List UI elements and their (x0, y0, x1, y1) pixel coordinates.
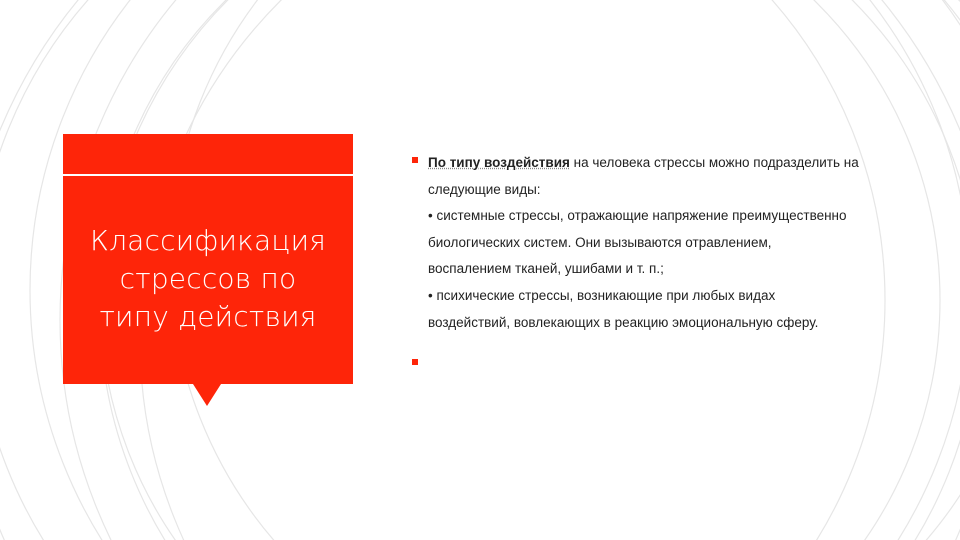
title-pointer (193, 384, 221, 406)
title-box (63, 134, 353, 384)
empty-list-item (410, 352, 910, 378)
item2-line1: • психические стрессы, возникающие при любых видах (428, 287, 776, 303)
item2-line2: воздействий, вовлекающих в реакцию эмоциональную сферу. (428, 314, 819, 330)
intro-lead: По типу воздействия (428, 155, 570, 170)
list-item (410, 150, 910, 336)
title-line-2: стрессов по (119, 262, 297, 295)
intro-continuation: следующие виды: (428, 181, 541, 197)
item1-line3: воспалением тканей, ушибами и т. п.; (428, 261, 664, 277)
bullet-icon (412, 157, 418, 163)
content-list (410, 150, 910, 378)
intro-rest: на человека стрессы можно подразделить на (569, 155, 859, 170)
item1-line1: • системные стрессы, отражающие напряжение преимущественно (428, 208, 847, 224)
item1-line2: биологических систем. Они вызываются отравлением, (428, 234, 772, 250)
title-divider (63, 174, 353, 176)
title-line-1: Классификация (90, 224, 326, 257)
bullet-icon (412, 359, 418, 365)
slide-title (63, 222, 353, 336)
title-line-3: типу действия (99, 300, 317, 333)
